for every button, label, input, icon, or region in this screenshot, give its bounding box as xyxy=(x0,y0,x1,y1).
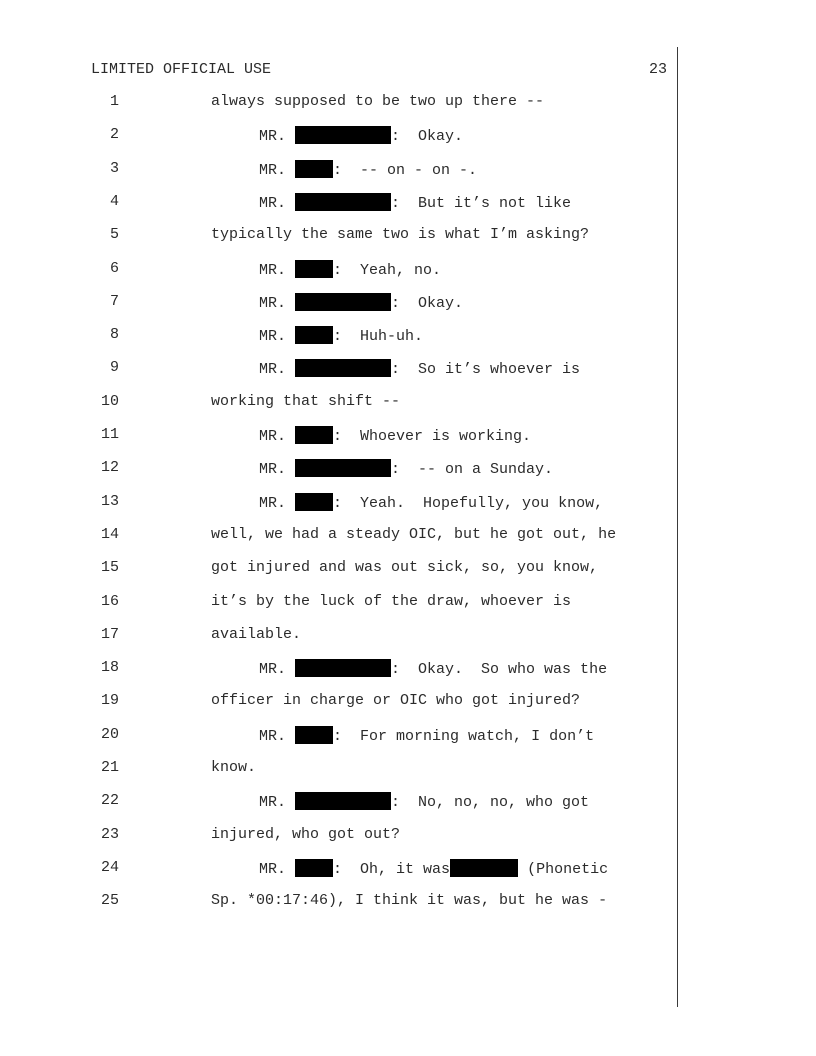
line-number: 19 xyxy=(100,692,119,710)
line-text: got injured and was out sick, so, you know, xyxy=(211,559,599,577)
redaction-block xyxy=(295,260,333,278)
redaction-block xyxy=(295,359,391,377)
speaker-line xyxy=(259,326,423,345)
line-text: : Whoever is working. xyxy=(333,428,532,445)
speaker-line xyxy=(259,293,463,312)
line-text: : -- on - on -. xyxy=(333,161,478,179)
page-number: 23 xyxy=(649,61,668,78)
transcript-line xyxy=(0,93,816,113)
redaction-block xyxy=(295,493,333,511)
transcript-line xyxy=(0,559,816,579)
line-number: 25 xyxy=(100,892,119,910)
line-number: 13 xyxy=(100,492,119,510)
transcript-line xyxy=(0,659,816,679)
line-text: : Oh, it was xyxy=(333,860,451,878)
line-number: 10 xyxy=(100,392,119,410)
line-text: it’s by the luck of the draw, whoever is xyxy=(211,592,572,610)
speaker-title: MR. xyxy=(259,794,287,812)
speaker-line xyxy=(259,126,463,145)
line-number: 15 xyxy=(100,559,119,577)
line-text: : But it’s not like xyxy=(391,194,572,212)
line-number: 4 xyxy=(109,192,119,210)
transcript-line xyxy=(0,359,816,379)
line-text: well, we had a steady OIC, but he got out, he xyxy=(211,525,617,543)
redaction-block xyxy=(295,459,391,477)
transcript-line xyxy=(0,826,816,846)
speaker-title: MR. xyxy=(259,860,287,878)
transcript-line xyxy=(0,859,816,879)
line-number: 17 xyxy=(100,625,119,643)
redaction-block xyxy=(450,859,518,877)
transcript-line xyxy=(0,226,816,246)
transcript-line xyxy=(0,626,816,646)
speaker-line xyxy=(259,726,594,745)
line-text: Sp. *00:17:46), I think it was, but he was - xyxy=(211,892,608,910)
line-text: typically the same two is what I’m asking? xyxy=(211,226,590,244)
speaker-line xyxy=(259,160,477,179)
line-number: 11 xyxy=(100,426,119,443)
line-text: know. xyxy=(211,759,257,776)
speaker-line xyxy=(259,426,531,445)
redaction-block xyxy=(295,859,333,877)
transcript-line xyxy=(0,759,816,779)
transcript-line xyxy=(0,792,816,812)
transcript-line xyxy=(0,493,816,513)
redaction-block xyxy=(295,326,333,344)
redaction-block xyxy=(295,792,391,810)
redaction-block xyxy=(295,126,391,144)
line-number: 9 xyxy=(109,359,119,377)
line-number: 20 xyxy=(100,725,119,743)
line-text: working that shift -- xyxy=(211,392,401,410)
transcript-line xyxy=(0,126,816,146)
line-text: : Yeah, no. xyxy=(333,261,442,279)
transcript-line xyxy=(0,393,816,413)
transcript-line xyxy=(0,593,816,613)
transcript-line xyxy=(0,326,816,346)
speaker-title: MR. xyxy=(259,261,287,279)
speaker-line xyxy=(259,359,580,378)
line-number: 6 xyxy=(109,259,119,277)
line-number: 14 xyxy=(100,525,119,543)
line-number: 5 xyxy=(109,226,119,244)
line-number: 12 xyxy=(100,459,119,477)
transcript-line xyxy=(0,692,816,712)
line-text: : Huh-uh. xyxy=(333,328,424,346)
speaker-line xyxy=(259,859,608,878)
line-text: officer in charge or OIC who got injured? xyxy=(211,692,581,710)
speaker-title: MR. xyxy=(259,494,287,512)
line-number: 7 xyxy=(109,292,119,310)
speaker-line xyxy=(259,493,603,512)
speaker-title: MR. xyxy=(259,727,287,745)
line-number: 24 xyxy=(100,858,119,876)
line-text: : Okay. xyxy=(391,128,464,146)
transcript-line xyxy=(0,459,816,479)
line-number: 8 xyxy=(109,326,119,344)
redaction-block xyxy=(295,160,333,178)
line-text: : For morning watch, I don’t xyxy=(333,727,595,745)
line-text: : No, no, no, who got xyxy=(391,794,590,812)
transcript-line xyxy=(0,526,816,546)
redaction-block xyxy=(295,293,391,311)
speaker-title: MR. xyxy=(259,661,287,679)
line-number: 18 xyxy=(100,659,119,677)
classification-header: LIMITED OFFICIAL USE xyxy=(91,61,272,78)
speaker-line xyxy=(259,459,553,478)
transcript-line xyxy=(0,726,816,746)
speaker-line xyxy=(259,260,441,279)
line-number: 2 xyxy=(109,126,119,144)
speaker-line xyxy=(259,792,589,811)
speaker-title: MR. xyxy=(259,428,287,445)
line-text: : -- on a Sunday. xyxy=(391,461,554,479)
transcript-line xyxy=(0,293,816,313)
redaction-block xyxy=(295,659,391,677)
redaction-block xyxy=(295,726,333,744)
line-number: 3 xyxy=(109,159,119,177)
line-number: 16 xyxy=(100,592,119,610)
redaction-block xyxy=(295,426,333,444)
line-number: 23 xyxy=(100,825,119,843)
line-text: : Okay. So who was the xyxy=(391,661,608,679)
speaker-title: MR. xyxy=(259,294,287,312)
speaker-title: MR. xyxy=(259,328,287,346)
line-number: 21 xyxy=(100,759,119,776)
transcript-line xyxy=(0,160,816,180)
speaker-line xyxy=(259,659,607,678)
line-text: : Okay. xyxy=(391,294,464,312)
line-text: : So it’s whoever is xyxy=(391,361,581,379)
line-text: always supposed to be two up there -- xyxy=(211,93,545,110)
line-text-continued: (Phonetic xyxy=(518,860,609,878)
transcript-line xyxy=(0,193,816,213)
transcript-line xyxy=(0,426,816,446)
line-text: : Yeah. Hopefully, you know, xyxy=(333,494,604,512)
speaker-title: MR. xyxy=(259,161,287,179)
speaker-line xyxy=(259,193,571,212)
line-number: 22 xyxy=(100,792,119,810)
redaction-block xyxy=(295,193,391,211)
speaker-title: MR. xyxy=(259,361,287,379)
line-text: available. xyxy=(211,625,302,643)
speaker-title: MR. xyxy=(259,461,287,479)
line-number: 1 xyxy=(109,93,119,110)
transcript-line xyxy=(0,260,816,280)
line-text: injured, who got out? xyxy=(211,825,401,843)
speaker-title: MR. xyxy=(259,128,287,146)
transcript-line xyxy=(0,892,816,912)
speaker-title: MR. xyxy=(259,194,287,212)
